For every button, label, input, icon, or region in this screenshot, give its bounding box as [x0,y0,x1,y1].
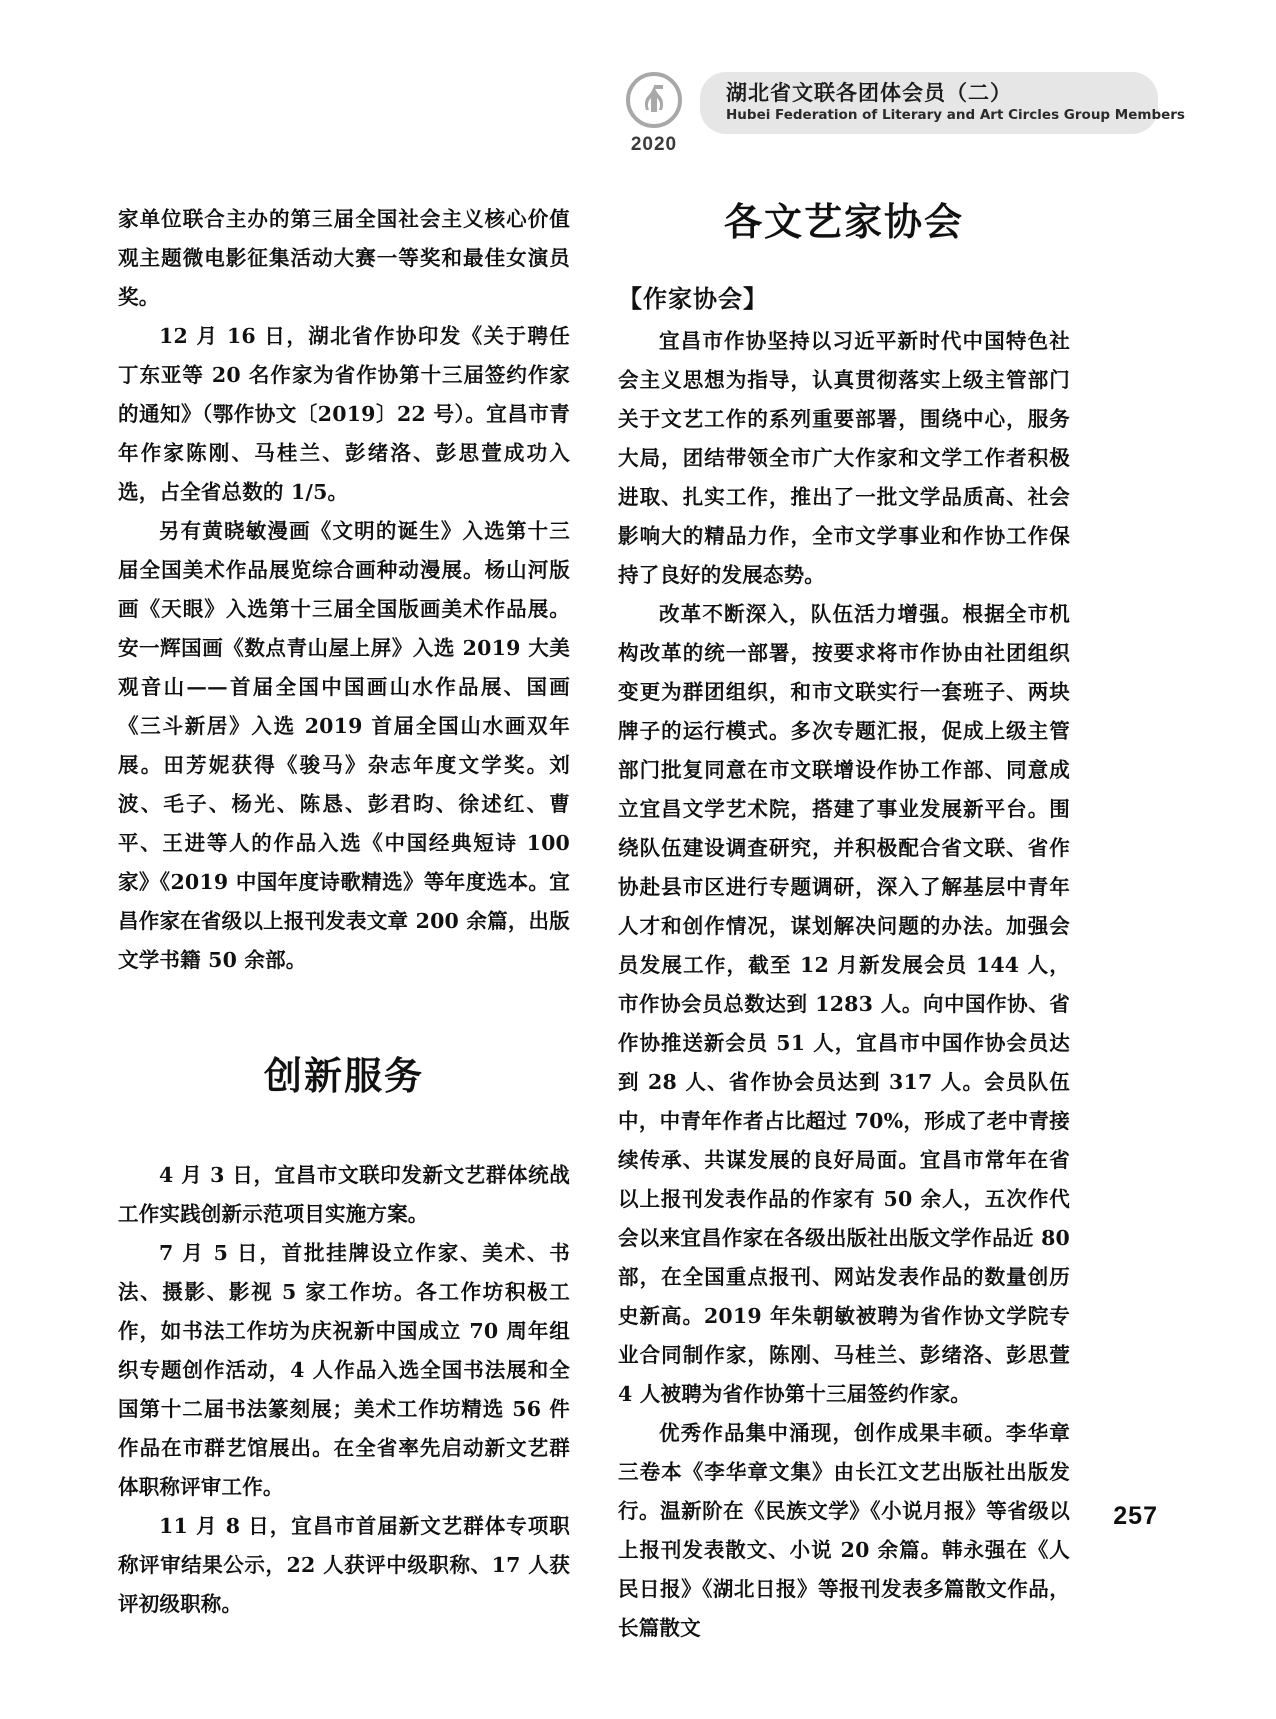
subsection-heading-writers-association: 【作家协会】 [618,284,768,313]
page-number: 257 [1113,1502,1158,1530]
emblem-inner-glyph-icon [634,80,674,120]
paragraph: 7 月 5 日，首批挂牌设立作家、美术、书法、摄影、影视 5 家工作坊。各工作坊积极工作，如书法工作坊为庆祝新中国成立 70 周年组织专题创作活动，4 人作品入选全国书法展和全国第十二届书法篆刻展；美术工作坊精选 56 件作品在市群艺馆展出。在全省率先启动新文艺群体职称评审工作。 [118,1240,570,1499]
spacer [118,1100,570,1156]
paragraph: 11 月 8 日，宜昌市首届新文艺群体专项职称评审结果公示，22 人获评中级职称、17 人获评初级职称。 [118,1513,570,1616]
left-text-column [118,200,570,1624]
paragraph: 改革不断深入，队伍活力增强。根据全市机构改革的统一部署，按要求将市作协由社团组织变更为群团组织，和市文联实行一套班子、两块牌子的运行模式。多次专题汇报，促成上级主管部门批复同意在市文联增设作协工作部、同意成立宜昌文学艺术院，搭建了事业发展新平台。围绕队伍建设调查研究，并积极配合省文联、省作协赴县市区进行专题调研，深入了解基层中青年人才和创作情况，谋划解决问题的办法。加强会员发展工作，截至 12 月新发展会员 144 人，市作协会员总数达到 1283 人。向中国作协、省作协推送新会员 51 人，宜昌市中国作协会员达到 28 人、省作协会员达到 317 人。会员队伍中，中青年作者占比超过 70%，形成了老中青接续传承、共谋发展的良好局面。宜昌市常年在省以上报刊发表作品的作家有 50 余人，五次作代会以来宜昌作家在各级出版社出版文学作品近 80 部，在全国重点报刊、网站发表作品的数量创历史新高。2019 年朱朝敏被聘为省作协文学院专业合同制作家，陈刚、马桂兰、彭绪洛、彭思萱 4 人被聘为省作协第十三届签约作家。 [618,601,1070,1406]
federation-emblem-icon [618,72,690,156]
paragraph: 12 月 16 日，湖北省作协印发《关于聘任丁东亚等 20 名作家为省作协第十三届签约作家的通知》（鄂作协文〔2019〕22 号）。宜昌市青年作家陈刚、马桂兰、彭绪洛、彭思萱成功入选，占全省总数的 1/5。 [118,324,570,504]
header-title-english: Hubei Federation of Literary and Art Circles Group Members [726,107,1185,124]
paragraph: 优秀作品集中涌现，创作成果丰硕。李华章三卷本《李华章文集》由长江文艺出版社出版发行。温新阶在《民族文学》《小说月报》等省级以上报刊发表散文、小说 20 余篇。韩永强在《人民日报》《湖北日报》等报刊发表多篇散文作品，长篇散文 [618,1420,1070,1640]
paragraph: 另有黄晓敏漫画《文明的诞生》入选第十三届全国美术作品展览综合画种动漫展。杨山河版画《天眼》入选第十三届全国版画美术作品展。安一辉国画《数点青山屋上屏》入选 2019 大美观音山——首届全国中国画山水作品展、国画《三斗新居》入选 2019 首届全国山水画双年展。田芳妮获得《骏马》杂志年度文学奖。刘波、毛子、杨光、陈恳、彭君昀、徐述红、曹平、王进等人的作品入选《中国经典短诗 100 家》《2019 中国年度诗歌精选》等年度选本。宜昌作家在省级以上报刊发表文章 200 余篇，出版文学书籍 50 余部。 [118,519,570,972]
spacer [618,246,1070,284]
section-heading-artist-associations: 各文艺家协会 [723,200,964,244]
header-title-plate [700,72,1185,134]
emblem-year-label: 2020 [630,134,678,155]
spacer [118,980,570,1054]
paragraph: 4 月 3 日，宜昌市文联印发新文艺群体统战工作实践创新示范项目实施方案。 [118,1162,570,1226]
section-heading-innovation-service: 创新服务 [263,1054,424,1098]
right-text-column [618,200,1070,1648]
paragraph: 家单位联合主办的第三届全国社会主义核心价值观主题微电影征集活动大赛一等奖和最佳女演员奖。 [118,207,570,309]
paragraph: 宜昌市作协坚持以习近平新时代中国特色社会主义思想为指导，认真贯彻落实上级主管部门关于文艺工作的系列重要部署，围绕中心，服务大局，团结带领全市广大作家和文学工作者积极进取、扎实工作，推出了一批文学品质高、社会影响大的精品力作，全市文学事业和作协工作保持了良好的发展态势。 [618,328,1070,587]
emblem-ring-icon [626,72,682,128]
page-header-banner [618,72,1185,155]
header-title-chinese: 湖北省文联各团体会员（二） [726,81,1012,105]
